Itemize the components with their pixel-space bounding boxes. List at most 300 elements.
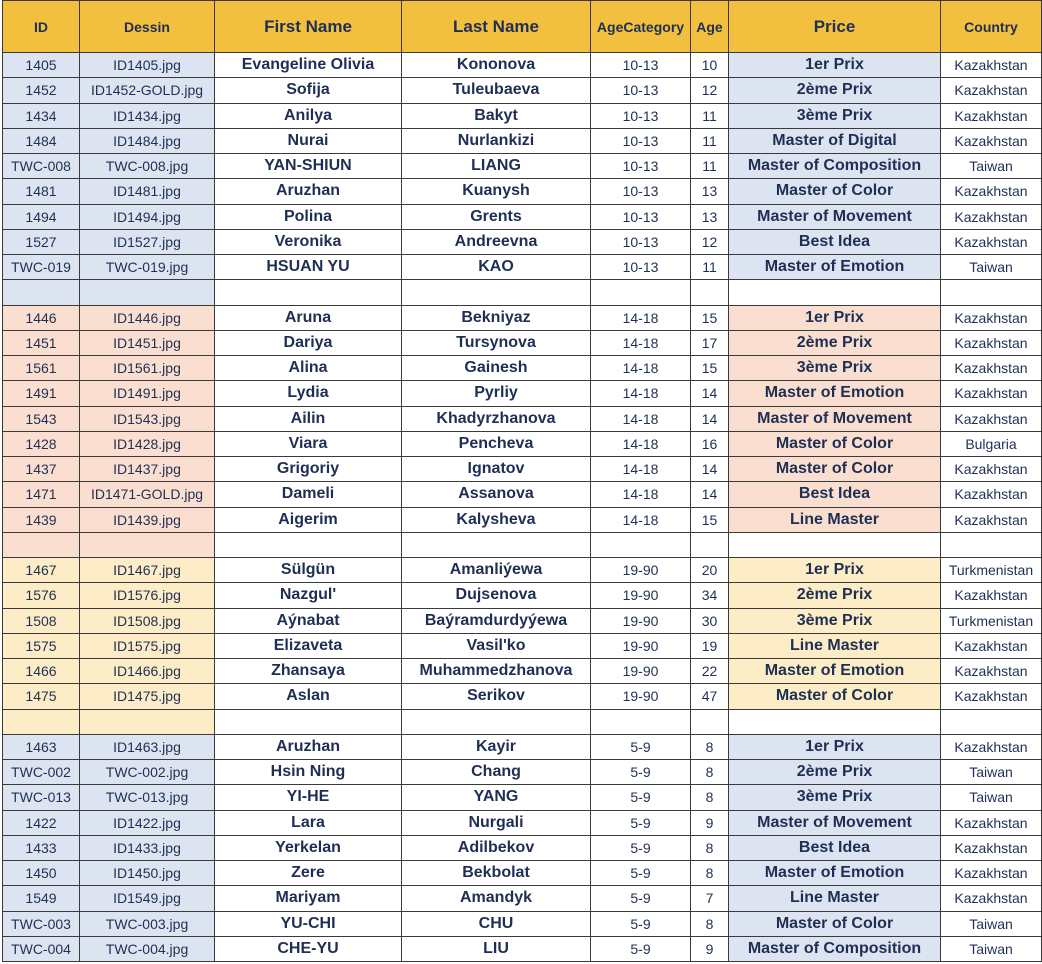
- cell-age-category: 19-90: [591, 659, 691, 684]
- cell-dessin: ID1481.jpg: [80, 179, 215, 204]
- cell-first-name: Alina: [215, 356, 402, 381]
- cell-last-name: Khadyrzhanova: [402, 406, 591, 431]
- cell-price: Line Master: [729, 886, 941, 911]
- cell-country: Kazakhstan: [941, 229, 1042, 254]
- cell-age-category: 19-90: [591, 583, 691, 608]
- cell-dessin: TWC-004.jpg: [80, 936, 215, 961]
- cell-country: Kazakhstan: [941, 53, 1042, 78]
- cell-price: 1er Prix: [729, 558, 941, 583]
- cell-age: 11: [691, 128, 729, 153]
- cell-id: 1471: [3, 482, 80, 507]
- cell-age-category: 10-13: [591, 255, 691, 280]
- cell-country: Kazakhstan: [941, 810, 1042, 835]
- cell-age-category: 14-18: [591, 356, 691, 381]
- cell-country: Taiwan: [941, 785, 1042, 810]
- cell-first-name: Aruzhan: [215, 734, 402, 759]
- cell-last-name: Kalysheva: [402, 507, 591, 532]
- cell-price: Line Master: [729, 507, 941, 532]
- cell-id: 1439: [3, 507, 80, 532]
- cell-age-category: 10-13: [591, 78, 691, 103]
- cell-age: [691, 709, 729, 734]
- results-table: [2, 0, 1042, 962]
- cell-country: [941, 532, 1042, 557]
- table-row: [3, 406, 1042, 431]
- cell-age-category: 14-18: [591, 457, 691, 482]
- cell-id: [3, 709, 80, 734]
- cell-age: 16: [691, 431, 729, 456]
- cell-age: 14: [691, 406, 729, 431]
- table-row: [3, 659, 1042, 684]
- cell-price: Master of Movement: [729, 810, 941, 835]
- cell-last-name: LIU: [402, 936, 591, 961]
- cell-price: 2ème Prix: [729, 78, 941, 103]
- table-row: [3, 179, 1042, 204]
- cell-dessin: ID1471-GOLD.jpg: [80, 482, 215, 507]
- cell-age-category: 5-9: [591, 785, 691, 810]
- cell-id: [3, 532, 80, 557]
- cell-id: TWC-004: [3, 936, 80, 961]
- cell-price: Master of Movement: [729, 406, 941, 431]
- cell-last-name: Tuleubaeva: [402, 78, 591, 103]
- cell-age-category: 10-13: [591, 53, 691, 78]
- cell-id: 1475: [3, 684, 80, 709]
- cell-age-category: 10-13: [591, 128, 691, 153]
- cell-dessin: ID1437.jpg: [80, 457, 215, 482]
- cell-id: 1549: [3, 886, 80, 911]
- cell-id: 1491: [3, 381, 80, 406]
- table-row: [3, 608, 1042, 633]
- cell-last-name: Kayir: [402, 734, 591, 759]
- cell-country: Taiwan: [941, 154, 1042, 179]
- cell-country: Turkmenistan: [941, 558, 1042, 583]
- table-row: [3, 255, 1042, 280]
- cell-price: Master of Emotion: [729, 659, 941, 684]
- table-row: [3, 229, 1042, 254]
- table-row: [3, 558, 1042, 583]
- cell-dessin: ID1450.jpg: [80, 861, 215, 886]
- cell-id: 1576: [3, 583, 80, 608]
- cell-dessin: TWC-003.jpg: [80, 911, 215, 936]
- cell-id: TWC-003: [3, 911, 80, 936]
- cell-country: Kazakhstan: [941, 381, 1042, 406]
- cell-first-name: Anilya: [215, 103, 402, 128]
- cell-last-name: Assanova: [402, 482, 591, 507]
- cell-first-name: Mariyam: [215, 886, 402, 911]
- cell-price: Best Idea: [729, 835, 941, 860]
- cell-id: 1508: [3, 608, 80, 633]
- cell-price: [729, 532, 941, 557]
- cell-dessin: ID1405.jpg: [80, 53, 215, 78]
- cell-price: [729, 709, 941, 734]
- cell-last-name: Kononova: [402, 53, 591, 78]
- cell-country: Kazakhstan: [941, 78, 1042, 103]
- cell-first-name: CHE-YU: [215, 936, 402, 961]
- cell-age-category: 5-9: [591, 861, 691, 886]
- cell-last-name: Nurlankizi: [402, 128, 591, 153]
- cell-last-name: YANG: [402, 785, 591, 810]
- cell-last-name: Bekbolat: [402, 861, 591, 886]
- cell-age: [691, 532, 729, 557]
- cell-country: Kazakhstan: [941, 734, 1042, 759]
- cell-country: Kazakhstan: [941, 406, 1042, 431]
- cell-last-name: Kuanysh: [402, 179, 591, 204]
- table-row: [3, 204, 1042, 229]
- cell-first-name: Veronika: [215, 229, 402, 254]
- table-row: [3, 53, 1042, 78]
- cell-id: 1452: [3, 78, 80, 103]
- cell-age-category: 5-9: [591, 936, 691, 961]
- cell-last-name: Pencheva: [402, 431, 591, 456]
- cell-last-name: Andreevna: [402, 229, 591, 254]
- cell-id: 1451: [3, 330, 80, 355]
- cell-age: 8: [691, 760, 729, 785]
- cell-age-category: 19-90: [591, 558, 691, 583]
- cell-country: Taiwan: [941, 760, 1042, 785]
- cell-first-name: Dariya: [215, 330, 402, 355]
- cell-country: Kazakhstan: [941, 330, 1042, 355]
- cell-price: Master of Movement: [729, 204, 941, 229]
- table-row: [3, 911, 1042, 936]
- cell-price: Master of Emotion: [729, 861, 941, 886]
- cell-age: 8: [691, 861, 729, 886]
- cell-id: 1575: [3, 633, 80, 658]
- cell-country: Kazakhstan: [941, 633, 1042, 658]
- cell-dessin: ID1433.jpg: [80, 835, 215, 860]
- cell-first-name: [215, 532, 402, 557]
- spacer-row: [3, 280, 1042, 305]
- cell-dessin: ID1428.jpg: [80, 431, 215, 456]
- cell-dessin: TWC-013.jpg: [80, 785, 215, 810]
- cell-age: 9: [691, 810, 729, 835]
- cell-price: Best Idea: [729, 482, 941, 507]
- cell-last-name: Amandyk: [402, 886, 591, 911]
- cell-id: 1466: [3, 659, 80, 684]
- table-row: [3, 835, 1042, 860]
- cell-last-name: LIANG: [402, 154, 591, 179]
- cell-id: [3, 280, 80, 305]
- cell-id: 1450: [3, 861, 80, 886]
- cell-first-name: Zere: [215, 861, 402, 886]
- cell-id: 1543: [3, 406, 80, 431]
- cell-dessin: TWC-019.jpg: [80, 255, 215, 280]
- cell-age: 22: [691, 659, 729, 684]
- header-row: [3, 1, 1042, 53]
- cell-country: [941, 709, 1042, 734]
- cell-age: 12: [691, 229, 729, 254]
- table-row: [3, 330, 1042, 355]
- cell-age: 19: [691, 633, 729, 658]
- cell-price: Master of Color: [729, 179, 941, 204]
- cell-dessin: TWC-008.jpg: [80, 154, 215, 179]
- cell-age-category: 14-18: [591, 431, 691, 456]
- cell-age-category: 5-9: [591, 760, 691, 785]
- cell-dessin: ID1475.jpg: [80, 684, 215, 709]
- cell-country: Kazakhstan: [941, 583, 1042, 608]
- cell-last-name: Muhammedzhanova: [402, 659, 591, 684]
- cell-age: 11: [691, 154, 729, 179]
- table-row: [3, 482, 1042, 507]
- cell-price: Master of Composition: [729, 936, 941, 961]
- cell-age: 30: [691, 608, 729, 633]
- cell-country: Kazakhstan: [941, 204, 1042, 229]
- cell-first-name: Polina: [215, 204, 402, 229]
- cell-id: TWC-019: [3, 255, 80, 280]
- cell-id: 1433: [3, 835, 80, 860]
- cell-last-name: [402, 280, 591, 305]
- cell-last-name: Baýramdurdyýewa: [402, 608, 591, 633]
- cell-id: 1484: [3, 128, 80, 153]
- cell-age: 15: [691, 356, 729, 381]
- table-row: [3, 78, 1042, 103]
- cell-dessin: ID1575.jpg: [80, 633, 215, 658]
- column-header-first-name: First Name: [215, 1, 402, 53]
- cell-age-category: 10-13: [591, 229, 691, 254]
- cell-age-category: 5-9: [591, 810, 691, 835]
- cell-first-name: Viara: [215, 431, 402, 456]
- cell-last-name: Amanliýewa: [402, 558, 591, 583]
- cell-price: Master of Composition: [729, 154, 941, 179]
- cell-dessin: ID1446.jpg: [80, 305, 215, 330]
- table-row: [3, 356, 1042, 381]
- cell-price: Master of Emotion: [729, 381, 941, 406]
- cell-last-name: Chang: [402, 760, 591, 785]
- cell-age-category: 14-18: [591, 381, 691, 406]
- cell-price: 3ème Prix: [729, 785, 941, 810]
- column-header-id: ID: [3, 1, 80, 53]
- cell-dessin: ID1466.jpg: [80, 659, 215, 684]
- cell-first-name: Aruzhan: [215, 179, 402, 204]
- cell-first-name: Lara: [215, 810, 402, 835]
- cell-age-category: [591, 280, 691, 305]
- cell-dessin: ID1439.jpg: [80, 507, 215, 532]
- cell-dessin: ID1484.jpg: [80, 128, 215, 153]
- table-row: [3, 760, 1042, 785]
- cell-price: Master of Color: [729, 911, 941, 936]
- table-row: [3, 507, 1042, 532]
- cell-age: 47: [691, 684, 729, 709]
- cell-age-category: 19-90: [591, 684, 691, 709]
- cell-first-name: Ailin: [215, 406, 402, 431]
- cell-dessin: ID1508.jpg: [80, 608, 215, 633]
- table-row: [3, 734, 1042, 759]
- table-row: [3, 810, 1042, 835]
- cell-id: 1463: [3, 734, 80, 759]
- table-row: [3, 583, 1042, 608]
- cell-age: 15: [691, 507, 729, 532]
- cell-country: Turkmenistan: [941, 608, 1042, 633]
- cell-id: 1428: [3, 431, 80, 456]
- cell-country: Kazakhstan: [941, 457, 1042, 482]
- table-row: [3, 305, 1042, 330]
- cell-price: 2ème Prix: [729, 583, 941, 608]
- table-row: [3, 936, 1042, 961]
- cell-country: Kazakhstan: [941, 356, 1042, 381]
- cell-age: 34: [691, 583, 729, 608]
- cell-age: 11: [691, 255, 729, 280]
- spacer-row: [3, 532, 1042, 557]
- cell-dessin: ID1549.jpg: [80, 886, 215, 911]
- cell-price: 2ème Prix: [729, 760, 941, 785]
- cell-last-name: Ignatov: [402, 457, 591, 482]
- column-header-age-category: AgeCategory: [591, 1, 691, 53]
- cell-country: Kazakhstan: [941, 305, 1042, 330]
- cell-last-name: Gainesh: [402, 356, 591, 381]
- cell-country: Kazakhstan: [941, 482, 1042, 507]
- cell-price: Best Idea: [729, 229, 941, 254]
- column-header-dessin: Dessin: [80, 1, 215, 53]
- cell-first-name: Aruna: [215, 305, 402, 330]
- cell-first-name: Aslan: [215, 684, 402, 709]
- cell-price: Master of Color: [729, 431, 941, 456]
- cell-dessin: ID1467.jpg: [80, 558, 215, 583]
- cell-last-name: Vasil'ko: [402, 633, 591, 658]
- cell-last-name: Grents: [402, 204, 591, 229]
- cell-price: 3ème Prix: [729, 103, 941, 128]
- cell-age-category: 10-13: [591, 179, 691, 204]
- cell-last-name: Dujsenova: [402, 583, 591, 608]
- cell-country: Taiwan: [941, 911, 1042, 936]
- cell-country: Kazakhstan: [941, 684, 1042, 709]
- cell-age: 8: [691, 734, 729, 759]
- cell-first-name: [215, 280, 402, 305]
- cell-age-category: 5-9: [591, 911, 691, 936]
- cell-age: 14: [691, 381, 729, 406]
- cell-dessin: ID1491.jpg: [80, 381, 215, 406]
- cell-age-category: [591, 709, 691, 734]
- cell-age-category: 5-9: [591, 835, 691, 860]
- column-header-price: Price: [729, 1, 941, 53]
- cell-first-name: Yerkelan: [215, 835, 402, 860]
- cell-age-category: [591, 532, 691, 557]
- cell-age-category: 14-18: [591, 507, 691, 532]
- cell-first-name: HSUAN YU: [215, 255, 402, 280]
- cell-id: 1446: [3, 305, 80, 330]
- cell-age: 8: [691, 835, 729, 860]
- cell-price: [729, 280, 941, 305]
- cell-id: 1434: [3, 103, 80, 128]
- column-header-last-name: Last Name: [402, 1, 591, 53]
- cell-dessin: ID1463.jpg: [80, 734, 215, 759]
- table-row: [3, 103, 1042, 128]
- cell-first-name: Sülgün: [215, 558, 402, 583]
- cell-first-name: YAN-SHIUN: [215, 154, 402, 179]
- cell-price: 1er Prix: [729, 734, 941, 759]
- table-row: [3, 457, 1042, 482]
- cell-id: 1494: [3, 204, 80, 229]
- cell-last-name: Adilbekov: [402, 835, 591, 860]
- cell-last-name: Bekniyaz: [402, 305, 591, 330]
- cell-dessin: ID1494.jpg: [80, 204, 215, 229]
- cell-country: [941, 280, 1042, 305]
- cell-first-name: Sofija: [215, 78, 402, 103]
- cell-dessin: [80, 280, 215, 305]
- cell-age: 9: [691, 936, 729, 961]
- cell-age-category: 14-18: [591, 305, 691, 330]
- cell-country: Kazakhstan: [941, 659, 1042, 684]
- cell-age-category: 10-13: [591, 154, 691, 179]
- cell-age-category: 19-90: [591, 608, 691, 633]
- cell-age: 15: [691, 305, 729, 330]
- cell-price: 1er Prix: [729, 53, 941, 78]
- cell-country: Kazakhstan: [941, 128, 1042, 153]
- column-header-country: Country: [941, 1, 1042, 53]
- cell-age: 10: [691, 53, 729, 78]
- cell-first-name: YI-HE: [215, 785, 402, 810]
- cell-age: 8: [691, 911, 729, 936]
- cell-first-name: Zhansaya: [215, 659, 402, 684]
- cell-age: 17: [691, 330, 729, 355]
- cell-age: 14: [691, 457, 729, 482]
- cell-country: Kazakhstan: [941, 861, 1042, 886]
- cell-age-category: 10-13: [591, 204, 691, 229]
- cell-age-category: 14-18: [591, 330, 691, 355]
- cell-id: 1561: [3, 356, 80, 381]
- cell-age-category: 5-9: [591, 734, 691, 759]
- cell-dessin: ID1576.jpg: [80, 583, 215, 608]
- cell-last-name: [402, 532, 591, 557]
- cell-age: 14: [691, 482, 729, 507]
- cell-country: Taiwan: [941, 936, 1042, 961]
- cell-first-name: Aýnabat: [215, 608, 402, 633]
- cell-country: Kazakhstan: [941, 886, 1042, 911]
- cell-last-name: Pyrliy: [402, 381, 591, 406]
- table-row: [3, 154, 1042, 179]
- cell-country: Kazakhstan: [941, 103, 1042, 128]
- cell-dessin: ID1422.jpg: [80, 810, 215, 835]
- cell-last-name: Nurgali: [402, 810, 591, 835]
- cell-last-name: Bakyt: [402, 103, 591, 128]
- cell-dessin: ID1451.jpg: [80, 330, 215, 355]
- cell-age: 11: [691, 103, 729, 128]
- table-row: [3, 684, 1042, 709]
- cell-last-name: CHU: [402, 911, 591, 936]
- cell-price: 2ème Prix: [729, 330, 941, 355]
- cell-age: 12: [691, 78, 729, 103]
- cell-id: TWC-013: [3, 785, 80, 810]
- cell-dessin: ID1434.jpg: [80, 103, 215, 128]
- cell-first-name: Evangeline Olivia: [215, 53, 402, 78]
- cell-first-name: Nazgul': [215, 583, 402, 608]
- cell-first-name: Nurai: [215, 128, 402, 153]
- cell-dessin: ID1452-GOLD.jpg: [80, 78, 215, 103]
- cell-id: 1405: [3, 53, 80, 78]
- cell-age-category: 10-13: [591, 103, 691, 128]
- cell-id: 1527: [3, 229, 80, 254]
- cell-dessin: ID1527.jpg: [80, 229, 215, 254]
- cell-first-name: YU-CHI: [215, 911, 402, 936]
- cell-dessin: [80, 532, 215, 557]
- cell-first-name: Dameli: [215, 482, 402, 507]
- table-row: [3, 785, 1042, 810]
- cell-dessin: ID1543.jpg: [80, 406, 215, 431]
- cell-dessin: [80, 709, 215, 734]
- cell-price: Master of Color: [729, 457, 941, 482]
- cell-price: 1er Prix: [729, 305, 941, 330]
- cell-first-name: Lydia: [215, 381, 402, 406]
- table-row: [3, 633, 1042, 658]
- cell-price: Line Master: [729, 633, 941, 658]
- cell-id: 1481: [3, 179, 80, 204]
- table-row: [3, 861, 1042, 886]
- cell-age: 13: [691, 204, 729, 229]
- cell-country: Taiwan: [941, 255, 1042, 280]
- table-body: [3, 53, 1042, 962]
- cell-last-name: Tursynova: [402, 330, 591, 355]
- cell-id: 1467: [3, 558, 80, 583]
- cell-age: 13: [691, 179, 729, 204]
- cell-id: 1437: [3, 457, 80, 482]
- cell-price: Master of Emotion: [729, 255, 941, 280]
